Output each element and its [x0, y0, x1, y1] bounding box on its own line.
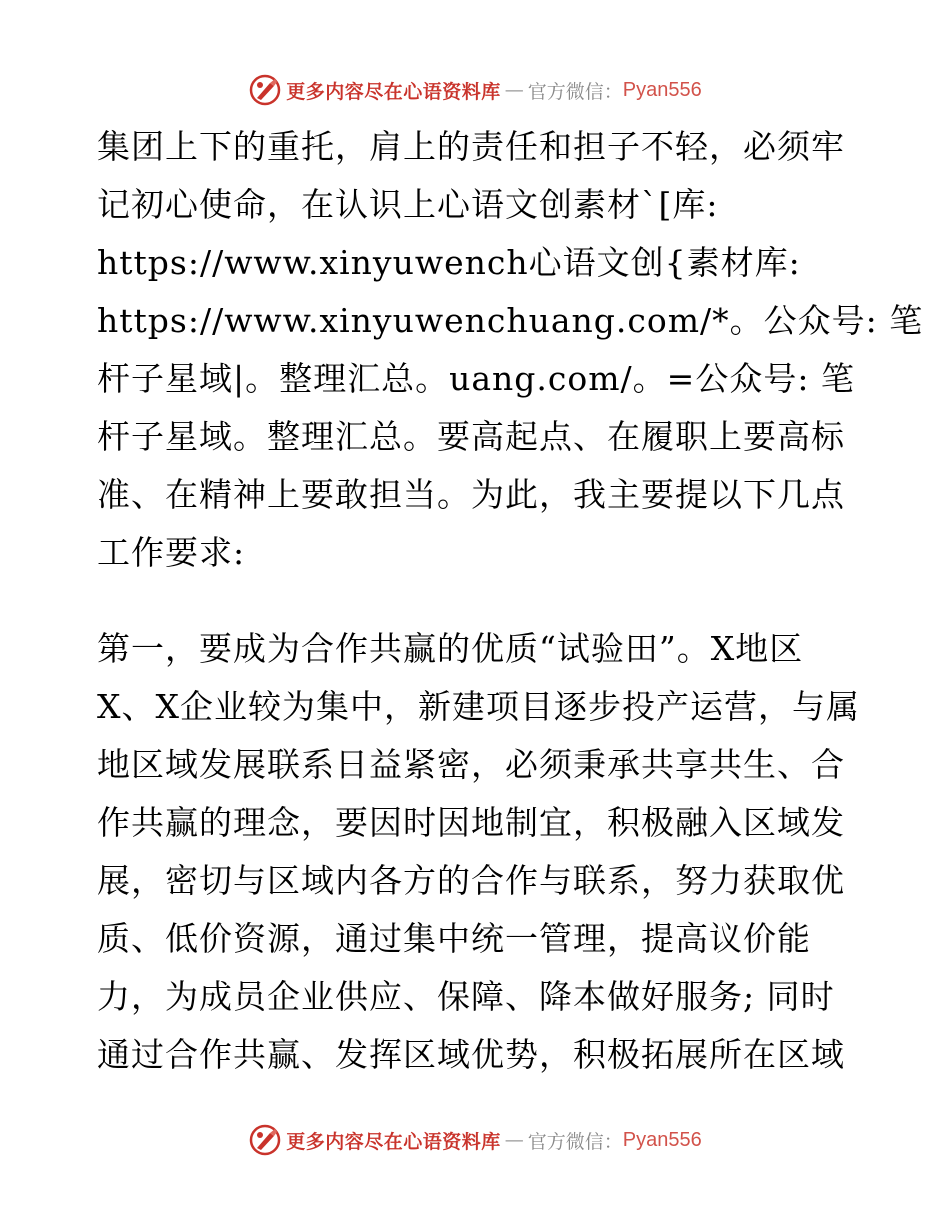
text-line: 杆子星域|。整理汇总。uang.com/。=公众号: 笔 [97, 359, 855, 398]
paragraph-2 [97, 620, 860, 1084]
text-line: 准、在精神上要敢担当。为此，我主要提以下几点 [97, 475, 845, 514]
banner-separator: — [504, 1129, 524, 1151]
quill-logo-icon [248, 73, 282, 107]
text-line: 记初心使命，在认识上心语文创素材`[库: [97, 185, 719, 224]
text-line: X、X企业较为集中，新建项目逐步投产运营，与属 [97, 687, 860, 726]
text-line: 地区域发展联系日益紧密，必须秉承共享共生、合 [97, 745, 845, 784]
banner-brand-text: 更多内容尽在心语资料库 [286, 80, 501, 103]
banner-wechat-label: 官方微信： [527, 80, 623, 103]
text-line: 作共赢的理念，要因时因地制宜，积极融入区域发 [97, 803, 845, 842]
text-line: 工作要求: [97, 533, 246, 572]
text-line: 通过合作共赢、发挥区域优势，积极拓展所在区域 [97, 1035, 845, 1074]
banner-wechat-id: Pyan556 [622, 78, 702, 101]
text-line: 集团上下的重托，肩上的责任和担子不轻，必须牢 [97, 127, 845, 166]
footer-banner [0, 1120, 950, 1160]
text-line: 第一，要成为合作共赢的优质“试验田”。X地区 [97, 629, 804, 668]
text-line: https://www.xinyuwench心语文创{素材库: [97, 243, 801, 282]
paragraph-1 [97, 118, 924, 582]
banner-brand-text: 更多内容尽在心语资料库 [286, 1130, 501, 1153]
banner-wechat-id: Pyan556 [622, 1128, 702, 1151]
banner-wechat-label: 官方微信： [527, 1130, 623, 1153]
text-line: 杆子星域。整理汇总。要高起点、在履职上要高标 [97, 417, 845, 456]
text-line: https://www.xinyuwenchuang.com/*。公众号: 笔 [97, 301, 924, 340]
text-line: 力，为成员企业供应、保障、降本做好服务; 同时 [97, 977, 835, 1016]
banner-separator: — [504, 79, 524, 101]
text-line: 展，密切与区域内各方的合作与联系，努力获取优 [97, 861, 845, 900]
quill-logo-icon [248, 1123, 282, 1157]
header-banner [0, 70, 950, 110]
text-line: 质、低价资源，通过集中统一管理，提高议价能 [97, 919, 811, 958]
paragraph-gap [97, 582, 857, 620]
document-body [97, 118, 924, 1084]
